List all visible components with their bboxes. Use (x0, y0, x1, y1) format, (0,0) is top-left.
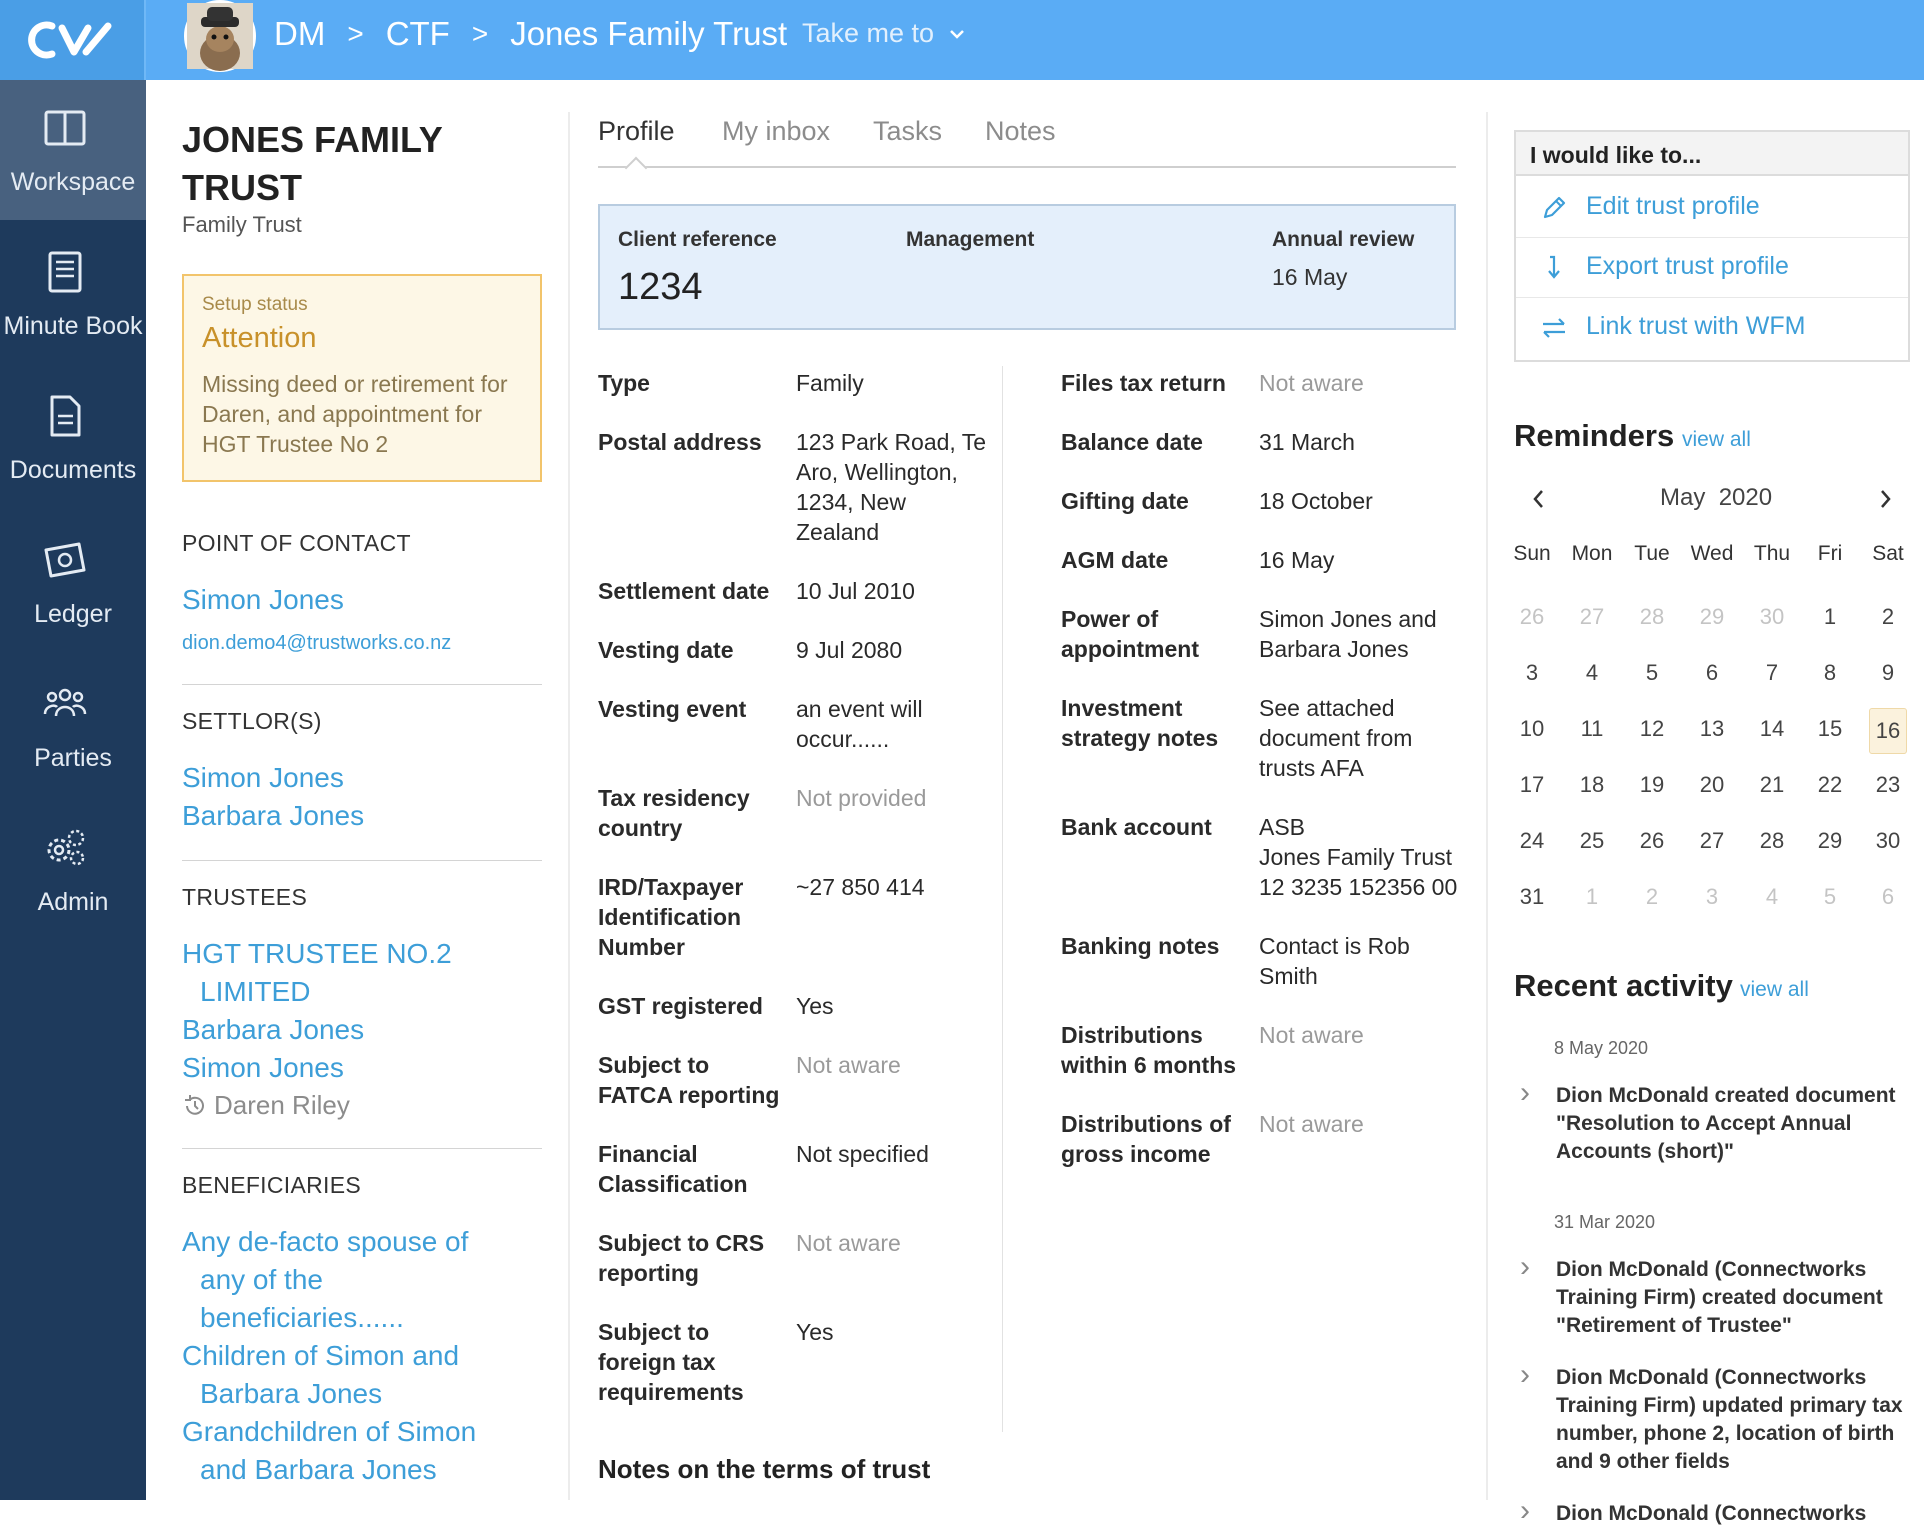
field-label-line: country (598, 815, 683, 841)
document-icon (43, 394, 87, 438)
field-value-line: Yes (796, 993, 834, 1019)
management-label: Management (906, 228, 1035, 251)
calendar-day[interactable]: 17 (1519, 772, 1545, 797)
chevron-right-icon[interactable]: › (1520, 1076, 1530, 1109)
calendar-day[interactable]: 23 (1875, 772, 1901, 797)
calendar-day[interactable]: 25 (1579, 828, 1605, 853)
calendar-day[interactable]: 6 (1705, 660, 1719, 685)
field-label (1061, 604, 1199, 664)
field-label-line: Number (598, 934, 685, 960)
sidebar-item-label: Minute Book (3, 312, 143, 340)
field-label-line: Vesting date (598, 637, 734, 663)
field-value-line: Simon Jones and (1259, 606, 1437, 632)
actions-heading: I would like to... (1516, 132, 1908, 176)
link-trust-wfm-action[interactable] (1516, 298, 1908, 358)
field-label-line: Settlement date (598, 578, 770, 604)
calendar-day[interactable]: 3 (1525, 660, 1539, 685)
setup-status-title: Attention (202, 322, 317, 354)
field-value (796, 1228, 901, 1258)
field-value-line: Yes (796, 1319, 834, 1345)
notes-heading: Notes on the terms of trust (598, 1454, 931, 1484)
setup-status-line: Missing deed or retirement for (202, 371, 508, 397)
field-value (796, 991, 834, 1021)
field-label-line: Financial (598, 1141, 698, 1167)
breadcrumb (274, 14, 787, 54)
field-label-line: Banking notes (1061, 933, 1220, 959)
field-value-line: See attached (1259, 695, 1395, 721)
field-value-line: 16 May (1259, 547, 1335, 573)
field-value (1259, 1020, 1364, 1050)
field-label (598, 576, 769, 606)
setup-status-line: Daren, and appointment for (202, 401, 483, 427)
activity-entry-line: "Retirement of Trustee" (1556, 1314, 1792, 1337)
take-me-to-dropdown[interactable] (802, 18, 966, 49)
field-value-line: ~27 850 414 (796, 874, 925, 900)
field-label-line: appointment (1061, 636, 1199, 662)
trustee-link-continued[interactable]: LIMITED (200, 976, 311, 1007)
chevron-right-icon[interactable]: › (1520, 1250, 1530, 1283)
beneficiary-link-continued[interactable]: and Barbara Jones (200, 1454, 437, 1485)
trust-type: Family Trust (182, 212, 302, 237)
retired-trustee-name: Daren Riley (214, 1090, 350, 1120)
annual-review-value: 16 May (1272, 264, 1348, 290)
field-value-line: Not aware (1259, 370, 1364, 396)
field-value-line: 9 Jul 2080 (796, 637, 903, 663)
beneficiary-link-continued[interactable]: any of the (200, 1264, 323, 1295)
field-label-line: Bank account (1061, 814, 1212, 840)
field-value-line: Family (796, 370, 864, 396)
contact-name-link[interactable]: Simon Jones (182, 584, 344, 615)
sidebar (0, 80, 146, 1500)
active-tab-indicator (625, 157, 648, 180)
reminders-view-all-link[interactable]: view all (1682, 428, 1751, 451)
field-label (598, 368, 650, 398)
calendar-day-today[interactable]: 16 (1869, 708, 1907, 754)
trust-title-line: TRUST (182, 167, 302, 208)
calendar-weekday: Sat (1872, 542, 1904, 565)
field-value (1259, 1109, 1364, 1139)
field-value-line: 123 Park Road, Te (796, 429, 987, 455)
field-label-line: Distributions (1061, 1022, 1203, 1048)
field-value-line: 10 Jul 2010 (796, 578, 915, 604)
people-icon (43, 682, 87, 726)
field-value-line: Jones Family Trust (1259, 844, 1452, 870)
calendar-day[interactable]: 2 (1881, 604, 1895, 629)
field-value-line: Barbara Jones (1259, 636, 1409, 662)
field-value (1259, 545, 1334, 575)
calendar-day[interactable]: 4 (1585, 660, 1599, 685)
calendar-day[interactable]: 1 (1585, 884, 1599, 909)
calendar-weekday: Thu (1753, 542, 1791, 565)
next-month-button[interactable] (1876, 486, 1894, 517)
field-value-line: 18 October (1259, 488, 1373, 514)
setup-status-line: HGT Trustee No 2 (202, 431, 389, 457)
column-divider (1486, 112, 1488, 1500)
calendar-day[interactable]: 22 (1817, 772, 1843, 797)
beneficiary-link[interactable]: Grandchildren of Simon (182, 1416, 477, 1447)
calendar-day[interactable]: 14 (1759, 716, 1785, 741)
field-label (598, 872, 743, 962)
field-value-line: Contact is Rob (1259, 933, 1410, 959)
calendar-day[interactable]: 20 (1699, 772, 1725, 797)
field-label (1061, 812, 1212, 842)
field-label-line: requirements (598, 1379, 744, 1405)
activity-entry-line: Dion McDonald created document (1556, 1084, 1896, 1107)
prev-month-button[interactable] (1530, 486, 1548, 517)
calendar-day[interactable]: 11 (1580, 716, 1604, 741)
sidebar-item-workspace[interactable] (0, 80, 146, 220)
field-label-line: Vesting event (598, 696, 747, 722)
calendar-month-label (1660, 484, 1772, 512)
field-label-line: Power of (1061, 606, 1159, 632)
money-icon (43, 538, 87, 582)
field-label-line: AGM date (1061, 547, 1169, 573)
field-label-line: Files tax return (1061, 370, 1226, 396)
field-label-line: FATCA reporting (598, 1082, 780, 1108)
field-value (796, 576, 915, 606)
calendar-day[interactable]: 26 (1519, 604, 1545, 629)
action-label: Export trust profile (1586, 252, 1789, 280)
calendar-day[interactable]: 18 (1579, 772, 1605, 797)
field-label-line: foreign tax (598, 1349, 716, 1375)
field-label-line: Balance date (1061, 429, 1203, 455)
calendar-day[interactable]: 27 (1579, 604, 1605, 629)
calendar-day[interactable]: 28 (1759, 828, 1785, 853)
field-value-line: 12 3235 152356 00 (1259, 874, 1458, 900)
activity-entry-line: Dion McDonald (Connectworks (1556, 1502, 1867, 1525)
field-value-line: 31 March (1259, 429, 1355, 455)
settlor-link[interactable]: Simon Jones (182, 762, 344, 793)
book-icon (43, 250, 87, 294)
calendar-day[interactable]: 29 (1817, 828, 1843, 853)
field-label-line: within 6 months (1061, 1052, 1237, 1078)
activity-date: 8 May 2020 (1554, 1038, 1649, 1058)
activity-entry-line: Dion McDonald (Connectworks (1556, 1366, 1867, 1389)
field-label-line: IRD/Taxpayer (598, 874, 744, 900)
pencil-icon (1540, 194, 1568, 222)
field-label (598, 427, 762, 457)
chevron-right-icon[interactable]: › (1520, 1358, 1530, 1391)
field-value (796, 1317, 834, 1347)
field-label-line: Subject to (598, 1319, 710, 1345)
sidebar-item-documents[interactable] (0, 368, 146, 508)
recent-activity-view-all-link[interactable]: view all (1740, 978, 1809, 1001)
calendar-day[interactable]: 26 (1639, 828, 1665, 853)
setup-status-label: Setup status (202, 294, 308, 315)
field-label (598, 1139, 748, 1199)
field-label (1061, 1109, 1231, 1169)
sidebar-item-label: Workspace (10, 168, 136, 196)
field-value-line: Not aware (796, 1230, 901, 1256)
action-label: Link trust with WFM (1586, 312, 1806, 340)
field-label (598, 783, 750, 843)
trustee-link[interactable]: Simon Jones (182, 1052, 344, 1083)
field-value-line: Zealand (796, 519, 880, 545)
tab-notes[interactable]: Notes (985, 116, 1056, 146)
field-value-line: Smith (1259, 963, 1318, 989)
field-label-line: Distributions of (1061, 1111, 1231, 1137)
field-value (796, 872, 925, 902)
settlors-heading: SETTLOR(S) (182, 708, 322, 734)
field-value-line: an event will (796, 696, 923, 722)
activity-entry[interactable] (1556, 1256, 1916, 1340)
setup-status-text (202, 369, 522, 459)
calendar-day[interactable]: 7 (1765, 660, 1779, 685)
sidebar-item-label: Documents (9, 456, 137, 484)
setup-status-card[interactable] (182, 274, 542, 482)
calendar-day[interactable]: 1 (1823, 604, 1837, 629)
field-value (1259, 427, 1355, 457)
action-label: Edit trust profile (1586, 192, 1760, 220)
field-label (1061, 486, 1189, 516)
field-label (1061, 931, 1219, 961)
calendar-weekday: Sun (1513, 542, 1551, 565)
gears-icon (43, 826, 87, 870)
activity-entry-line: and 9 other fields (1556, 1450, 1730, 1473)
tab-profile[interactable]: Profile (598, 116, 675, 146)
activity-entry-line: "Resolution to Accept Annual (1556, 1112, 1852, 1135)
reminders-heading: Reminders (1514, 418, 1675, 453)
breadcrumb-dm[interactable]: DM (274, 15, 326, 52)
trustee-link[interactable]: Barbara Jones (182, 1014, 365, 1045)
calendar-day[interactable]: 6 (1881, 884, 1895, 909)
app-logo[interactable] (0, 0, 146, 80)
field-value-line: Not provided (796, 785, 927, 811)
chevron-right-icon: > (471, 18, 489, 49)
divider (182, 860, 542, 861)
field-value (1259, 486, 1373, 516)
breadcrumb-ctf[interactable]: CTF (385, 15, 450, 52)
settlor-link[interactable]: Barbara Jones (182, 800, 365, 831)
sidebar-item-label: Ledger (34, 600, 112, 628)
retired-trustee[interactable] (182, 1090, 350, 1121)
field-value-line: 1234, New (796, 489, 906, 515)
beneficiary-link-continued[interactable]: Barbara Jones (200, 1378, 383, 1409)
calendar-day[interactable]: 13 (1699, 716, 1725, 741)
calendar-day[interactable]: 27 (1699, 828, 1725, 853)
field-value-line: Aro, Wellington, (796, 459, 958, 485)
field-value-line: document from (1259, 725, 1413, 751)
chevron-down-icon (948, 28, 966, 40)
calendar-weekday: Wed (1690, 542, 1734, 565)
divider (182, 684, 542, 685)
field-label-line: Investment (1061, 695, 1183, 721)
calendar-day[interactable]: 29 (1699, 604, 1725, 629)
field-value-line: occur...... (796, 726, 890, 752)
chevron-right-icon[interactable]: › (1520, 1494, 1530, 1527)
beneficiary-link[interactable]: Any de-facto spouse of (182, 1226, 469, 1257)
divider (182, 1148, 542, 1149)
field-value-line: trusts AFA (1259, 755, 1364, 781)
field-label (598, 1228, 764, 1288)
sidebar-item-minute-book[interactable] (0, 224, 146, 364)
field-value-line: Not specified (796, 1141, 929, 1167)
point-of-contact-heading: POINT OF CONTACT (182, 530, 411, 556)
field-label-line: Classification (598, 1171, 748, 1197)
calendar-day[interactable]: 31 (1519, 884, 1545, 909)
field-label-line: Gifting date (1061, 488, 1189, 514)
annual-review-label: Annual review (1272, 228, 1415, 251)
field-label-line: Identification (598, 904, 742, 930)
calendar-day[interactable]: 10 (1519, 716, 1545, 741)
beneficiaries-heading: BENEFICIARIES (182, 1172, 361, 1198)
field-label (1061, 1020, 1236, 1080)
field-value (796, 368, 864, 398)
field-label-line: Type (598, 370, 650, 396)
take-me-to-label: Take me to (802, 18, 935, 48)
chevron-right-icon (1876, 488, 1894, 510)
field-label-line: GST registered (598, 993, 763, 1019)
field-label (1061, 545, 1168, 575)
trust-title (182, 116, 482, 212)
activity-entry[interactable] (1556, 1500, 1916, 1528)
field-label-line: Postal address (598, 429, 762, 455)
field-label-line: gross income (1061, 1141, 1211, 1167)
activity-date: 31 Mar 2020 (1554, 1212, 1656, 1232)
field-value (796, 1050, 901, 1080)
field-label (598, 694, 746, 724)
calendar-day[interactable]: 2 (1645, 884, 1659, 909)
chevron-left-icon (1530, 488, 1548, 510)
field-value-line: Not aware (1259, 1111, 1364, 1137)
summary-box (598, 204, 1456, 330)
field-value (796, 783, 926, 813)
field-value (796, 1139, 929, 1169)
field-label (1061, 427, 1203, 457)
field-label (1061, 368, 1226, 398)
activity-entry[interactable] (1556, 1082, 1916, 1166)
squirrel-avatar-icon (187, 3, 253, 69)
calendar-day[interactable]: 9 (1881, 660, 1895, 685)
contact-email-link[interactable]: dion.demo4@trustworks.co.nz (182, 632, 452, 654)
field-value-line: Not aware (1259, 1022, 1364, 1048)
field-value (796, 635, 902, 665)
field-label-line: Tax residency (598, 785, 750, 811)
sidebar-item-ledger[interactable] (0, 512, 146, 652)
export-trust-profile-action[interactable] (1516, 238, 1908, 298)
calendar-day[interactable]: 3 (1705, 884, 1719, 909)
swap-arrows-icon (1540, 314, 1568, 342)
calendar-weekday: Mon (1571, 542, 1613, 565)
recent-activity-heading: Recent activity (1514, 968, 1733, 1003)
client-reference-value: 1234 (618, 266, 703, 308)
edit-trust-profile-action[interactable] (1516, 178, 1908, 238)
logo-icon (22, 18, 118, 62)
sidebar-item-label: Parties (34, 744, 112, 772)
field-label (598, 1050, 779, 1110)
field-value (796, 694, 923, 754)
activity-entry-line: Accounts (short)" (1556, 1140, 1734, 1163)
sidebar-item-parties[interactable] (0, 656, 146, 796)
column-divider (568, 112, 570, 1500)
trustee-link[interactable]: HGT TRUSTEE NO.2 (182, 938, 452, 969)
calendar-weekday: Tue (1634, 542, 1670, 565)
field-label-line: reporting (598, 1260, 699, 1286)
field-label (598, 1317, 744, 1407)
tab-bar (598, 104, 1456, 168)
field-value (1259, 368, 1364, 398)
calendar-day[interactable]: 5 (1823, 884, 1837, 909)
breadcrumb-trust[interactable]: Jones Family Trust (510, 15, 788, 52)
beneficiary-link[interactable]: Children of Simon and (182, 1340, 460, 1371)
field-value (1259, 931, 1410, 991)
top-bar (0, 0, 1924, 80)
field-value-line: ASB (1259, 814, 1306, 840)
calendar-day[interactable]: 30 (1875, 828, 1901, 853)
calendar-day[interactable]: 12 (1639, 716, 1665, 741)
activity-entry-line: Training Firm) updated primary tax (1556, 1394, 1903, 1417)
history-icon (182, 1093, 208, 1119)
field-label (598, 991, 763, 1021)
calendar-weekday: Fri (1817, 542, 1843, 565)
beneficiary-link-continued[interactable]: beneficiaries...... (200, 1302, 404, 1333)
calendar-day[interactable]: 30 (1759, 604, 1785, 629)
field-value (796, 427, 986, 547)
field-value (1259, 693, 1412, 783)
tab-tasks[interactable]: Tasks (873, 116, 943, 146)
field-value (1259, 604, 1437, 664)
field-label (1061, 693, 1218, 753)
calendar-day[interactable]: 19 (1639, 772, 1665, 797)
field-value-line: Not aware (796, 1052, 901, 1078)
fields-divider (1002, 366, 1003, 1432)
activity-entry[interactable] (1556, 1364, 1916, 1476)
calendar-day[interactable]: 15 (1817, 716, 1843, 741)
actions-panel (1514, 130, 1910, 362)
activity-entry-line: number, phone 2, location of birth (1556, 1422, 1895, 1445)
export-arrow-icon (1540, 254, 1568, 282)
calendar-day[interactable]: 24 (1519, 828, 1545, 853)
trustees-heading: TRUSTEES (182, 884, 308, 910)
field-label-line: Subject to (598, 1052, 710, 1078)
workspace-icon (43, 106, 87, 150)
calendar-day[interactable]: 4 (1765, 884, 1779, 909)
client-reference-label: Client reference (618, 228, 777, 251)
activity-entry-line: Training Firm) created document (1556, 1286, 1883, 1309)
sidebar-item-admin[interactable] (0, 800, 146, 940)
trust-title-line: JONES FAMILY (182, 119, 443, 160)
calendar-day[interactable]: 8 (1823, 660, 1837, 685)
tab-my-inbox[interactable]: My inbox (722, 116, 831, 146)
chevron-right-icon: > (347, 18, 364, 49)
calendar-month: May (1660, 484, 1706, 511)
field-value (1259, 812, 1457, 902)
calendar-year: 2020 (1718, 484, 1773, 511)
calendar-day[interactable]: 21 (1759, 772, 1785, 797)
sidebar-item-label: Admin (37, 888, 109, 916)
field-label (598, 635, 733, 665)
activity-entry-line: Dion McDonald (Connectworks (1556, 1258, 1867, 1281)
calendar-day[interactable]: 5 (1645, 660, 1659, 685)
field-label-line: Subject to CRS (598, 1230, 765, 1256)
calendar-day[interactable]: 28 (1639, 604, 1665, 629)
field-label-line: strategy notes (1061, 725, 1219, 751)
user-avatar[interactable] (184, 0, 256, 72)
